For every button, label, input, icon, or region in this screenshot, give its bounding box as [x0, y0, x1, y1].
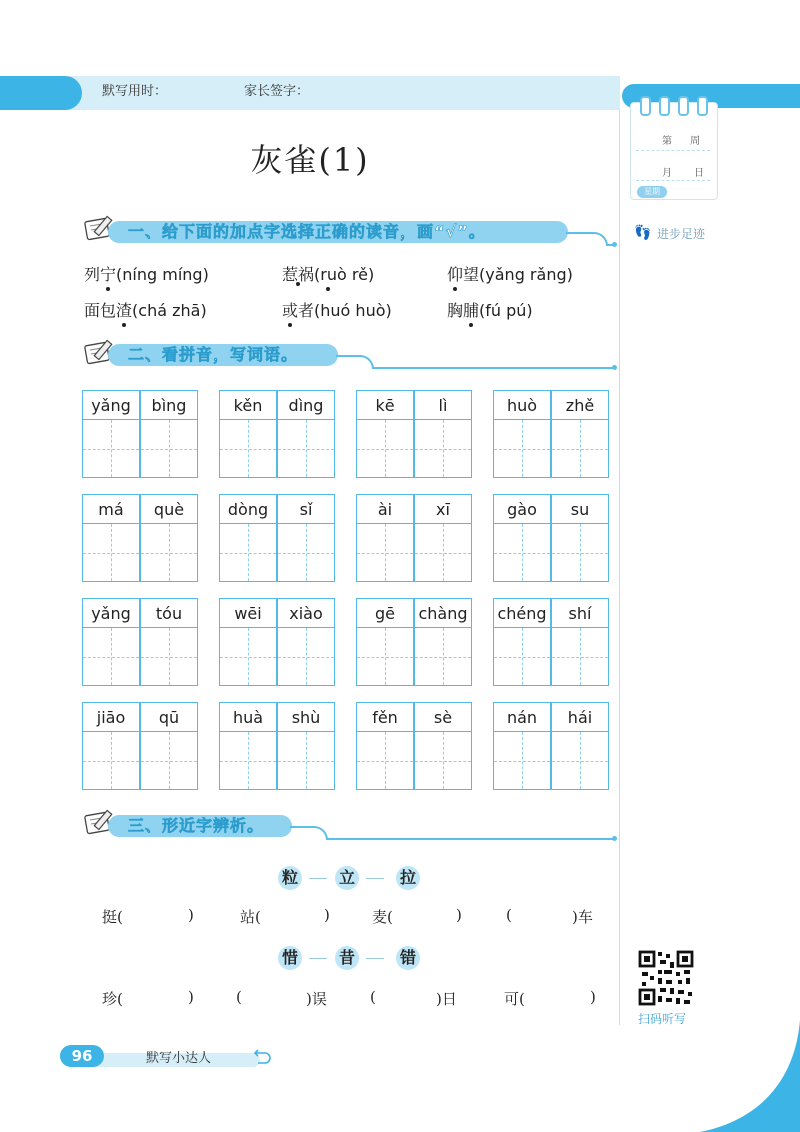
writing-cell[interactable] [551, 390, 609, 478]
pinyin-label: huò [494, 391, 550, 420]
q1-item-pinyin: (níng míng) [116, 265, 209, 284]
q1-item [84, 298, 207, 321]
section1-heading: 一、给下面的加点字选择正确的读音，画“√”。 [128, 222, 486, 241]
q1-item-pre: 面包 [84, 301, 117, 320]
writing-cell[interactable] [140, 598, 198, 686]
writing-cell[interactable] [356, 598, 414, 686]
cell-guide-horizontal [141, 657, 197, 658]
writing-cell[interactable] [414, 494, 472, 582]
section2-curve [336, 355, 374, 369]
cell-guide-horizontal [278, 449, 334, 450]
q1-item-pre: 列 [84, 265, 101, 284]
writing-cell[interactable] [277, 598, 335, 686]
q1-item-pre: 胸 [447, 301, 464, 320]
writing-cell[interactable] [140, 494, 198, 582]
q1-item [282, 298, 392, 321]
pinyin-label: kē [357, 391, 413, 420]
pinyin-label: qū [141, 703, 197, 732]
chip-dash [366, 878, 384, 879]
q1-item-pre: 惹 [282, 265, 299, 284]
writing-cell[interactable] [219, 494, 277, 582]
q3-blank-text: 挺( [102, 908, 123, 926]
cell-guide-horizontal [552, 449, 608, 450]
q1-item [447, 262, 573, 285]
dictation-time-label: 默写用时： [102, 84, 168, 99]
cell-guide-horizontal [357, 553, 413, 554]
footprint-icon: 👣 [634, 225, 652, 241]
q3-blank-text: ) [590, 988, 596, 1006]
q3-blank-text: ) [188, 988, 194, 1006]
q1-item-pinyin: (huó huò) [314, 301, 392, 320]
writing-cell[interactable] [140, 702, 198, 790]
section2-heading: 二、看拼音，写词语。 [128, 345, 299, 364]
cell-guide-horizontal [357, 761, 413, 762]
qr-code-icon[interactable] [638, 950, 694, 1006]
calendar-divider [636, 150, 710, 151]
q1-item-dotted-char: 脯 [463, 298, 479, 321]
scan-to-listen-label: 扫码听写 [638, 1012, 687, 1026]
q3-blank-text: 站( [240, 908, 261, 926]
chip-dash [309, 878, 327, 879]
cell-guide-horizontal [83, 449, 139, 450]
pinyin-label: xiào [278, 599, 334, 628]
pinyin-label: gào [494, 495, 550, 524]
pinyin-label: chéng [494, 599, 550, 628]
writing-cell[interactable] [493, 702, 551, 790]
calendar-day-label: 日 [694, 168, 704, 179]
section2-rule [372, 367, 614, 369]
pinyin-label: yǎng [83, 599, 139, 628]
pinyin-label: shù [278, 703, 334, 732]
writing-cell[interactable] [414, 702, 472, 790]
calendar-week-label: 第 [662, 136, 672, 147]
q1-item-pinyin: (fú pú) [479, 301, 533, 320]
q3-blank-text: ) [456, 906, 462, 924]
pinyin-label: sǐ [278, 495, 334, 524]
calendar-month-label: 月 [662, 168, 672, 179]
pinyin-label: su [552, 495, 608, 524]
q3-blank-text: )车 [572, 908, 593, 926]
writing-cell[interactable] [414, 598, 472, 686]
pinyin-label: què [141, 495, 197, 524]
char-chip: 粒 [278, 866, 302, 890]
cell-guide-horizontal [278, 657, 334, 658]
writing-cell[interactable] [551, 702, 609, 790]
cell-guide-horizontal [220, 553, 276, 554]
calendar-divider [636, 180, 710, 181]
pinyin-label: dìng [278, 391, 334, 420]
q1-item-dotted-char: 渣 [116, 298, 132, 321]
header-tab [0, 76, 82, 110]
writing-cell[interactable] [277, 702, 335, 790]
cell-guide-horizontal [415, 657, 471, 658]
q3-blank-text: ( [370, 988, 376, 1006]
pinyin-label: fěn [357, 703, 413, 732]
cell-guide-horizontal [357, 657, 413, 658]
writing-cell[interactable] [356, 494, 414, 582]
writing-cell[interactable] [277, 494, 335, 582]
writing-cell[interactable] [219, 598, 277, 686]
cell-guide-horizontal [141, 449, 197, 450]
q1-item [447, 298, 533, 321]
q3-blank-text: ( [236, 988, 242, 1006]
section3-dot [612, 836, 617, 841]
pinyin-label: ài [357, 495, 413, 524]
q1-item-pinyin: (ruò rě) [314, 265, 375, 284]
char-chip: 昔 [335, 946, 359, 970]
q1-item-post: 祸 [298, 262, 314, 285]
cell-guide-horizontal [552, 657, 608, 658]
cell-guide-horizontal [552, 553, 608, 554]
writing-cell[interactable] [82, 598, 140, 686]
char-chip: 拉 [396, 866, 420, 890]
section3-heading: 三、形近字辨析。 [128, 816, 265, 835]
margin-divider [619, 110, 620, 1025]
writing-cell[interactable] [551, 598, 609, 686]
page-number: 96 [60, 1045, 104, 1067]
cell-guide-horizontal [83, 657, 139, 658]
cell-guide-horizontal [83, 553, 139, 554]
page-title: 灰雀(1) [250, 141, 370, 179]
writing-cell[interactable] [219, 390, 277, 478]
cell-guide-horizontal [220, 449, 276, 450]
writing-cell[interactable] [277, 390, 335, 478]
char-chip: 立 [335, 866, 359, 890]
pinyin-label: xī [415, 495, 471, 524]
pinyin-label: shí [552, 599, 608, 628]
pinyin-label: bìng [141, 391, 197, 420]
section3-rule [326, 838, 614, 840]
writing-cell[interactable] [414, 390, 472, 478]
writing-cell[interactable] [551, 494, 609, 582]
q1-item-dotted-char: 或 [282, 298, 298, 321]
q3-blank-text: ) [324, 906, 330, 924]
cell-guide-horizontal [141, 553, 197, 554]
char-chip: 惜 [278, 946, 302, 970]
writing-cell[interactable] [219, 702, 277, 790]
progress-label: 进步足迹 [657, 227, 706, 241]
cell-guide-horizontal [278, 761, 334, 762]
cell-guide-horizontal [415, 449, 471, 450]
q3-blank-text: 麦( [372, 908, 393, 926]
writing-cell[interactable] [140, 390, 198, 478]
calendar-weekday-badge: 星期 [637, 186, 667, 198]
q3-blank-text: 珍( [102, 990, 123, 1008]
cell-guide-horizontal [357, 449, 413, 450]
section1-dot [612, 242, 617, 247]
cell-guide-horizontal [83, 761, 139, 762]
writing-cell[interactable] [356, 702, 414, 790]
cell-guide-horizontal [415, 553, 471, 554]
q1-item-pinyin: (yǎng rǎng) [479, 265, 573, 284]
writing-cell[interactable] [493, 494, 551, 582]
q1-item-dotted-char: 宁 [100, 262, 116, 285]
writing-cell[interactable] [493, 598, 551, 686]
q3-blank-text: 可( [504, 990, 525, 1008]
q3-blank-text: ( [506, 906, 512, 924]
writing-cell[interactable] [356, 390, 414, 478]
pinyin-label: má [83, 495, 139, 524]
writing-cell[interactable] [82, 702, 140, 790]
return-arrow-icon [252, 1048, 272, 1066]
cell-guide-horizontal [494, 657, 550, 658]
pinyin-label: hái [552, 703, 608, 732]
q3-blank-text: )误 [306, 990, 327, 1008]
q3-blank-text: ) [188, 906, 194, 924]
cell-guide-horizontal [415, 761, 471, 762]
pinyin-label: wēi [220, 599, 276, 628]
cell-guide-horizontal [141, 761, 197, 762]
calendar-ring-icon [640, 96, 651, 116]
chip-dash [366, 958, 384, 959]
chip-dash [309, 958, 327, 959]
q1-item-pinyin: (chá zhā) [132, 301, 207, 320]
header-bar [0, 76, 620, 110]
parent-signature-label: 家长签字： [244, 84, 310, 99]
writing-cell[interactable] [82, 494, 140, 582]
cell-guide-horizontal [220, 761, 276, 762]
q1-item-pre: 仰 [447, 262, 463, 285]
pinyin-label: nán [494, 703, 550, 732]
writing-cell[interactable] [493, 390, 551, 478]
cell-guide-horizontal [494, 761, 550, 762]
cell-guide-horizontal [494, 449, 550, 450]
footer-label: 默写小达人 [146, 1051, 212, 1066]
q3-blank-text: )日 [436, 990, 457, 1008]
cell-guide-horizontal [494, 553, 550, 554]
cell-guide-horizontal [220, 657, 276, 658]
pinyin-label: lì [415, 391, 471, 420]
pinyin-label: zhě [552, 391, 608, 420]
q1-item-post: 者 [298, 301, 315, 320]
pinyin-label: huà [220, 703, 276, 732]
pinyin-label: dòng [220, 495, 276, 524]
q1-item [84, 262, 209, 285]
char-chip: 错 [396, 946, 420, 970]
pinyin-label: tóu [141, 599, 197, 628]
section3-curve [290, 826, 328, 840]
writing-cell[interactable] [82, 390, 140, 478]
q1-item [282, 262, 374, 285]
pinyin-label: sè [415, 703, 471, 732]
pinyin-label: gē [357, 599, 413, 628]
calendar-ring-icon [659, 96, 670, 116]
pinyin-label: kěn [220, 391, 276, 420]
calendar-ring-icon [697, 96, 708, 116]
pinyin-label: chàng [415, 599, 471, 628]
calendar-ring-icon [678, 96, 689, 116]
pinyin-label: yǎng [83, 391, 139, 420]
section1-curve [566, 232, 608, 246]
pinyin-label: jiāo [83, 703, 139, 732]
cell-guide-horizontal [278, 553, 334, 554]
calendar-week-unit: 周 [690, 136, 700, 147]
cell-guide-horizontal [552, 761, 608, 762]
corner-decoration [700, 1020, 800, 1132]
q1-item-post: 望 [463, 265, 480, 284]
section2-dot [612, 365, 617, 370]
